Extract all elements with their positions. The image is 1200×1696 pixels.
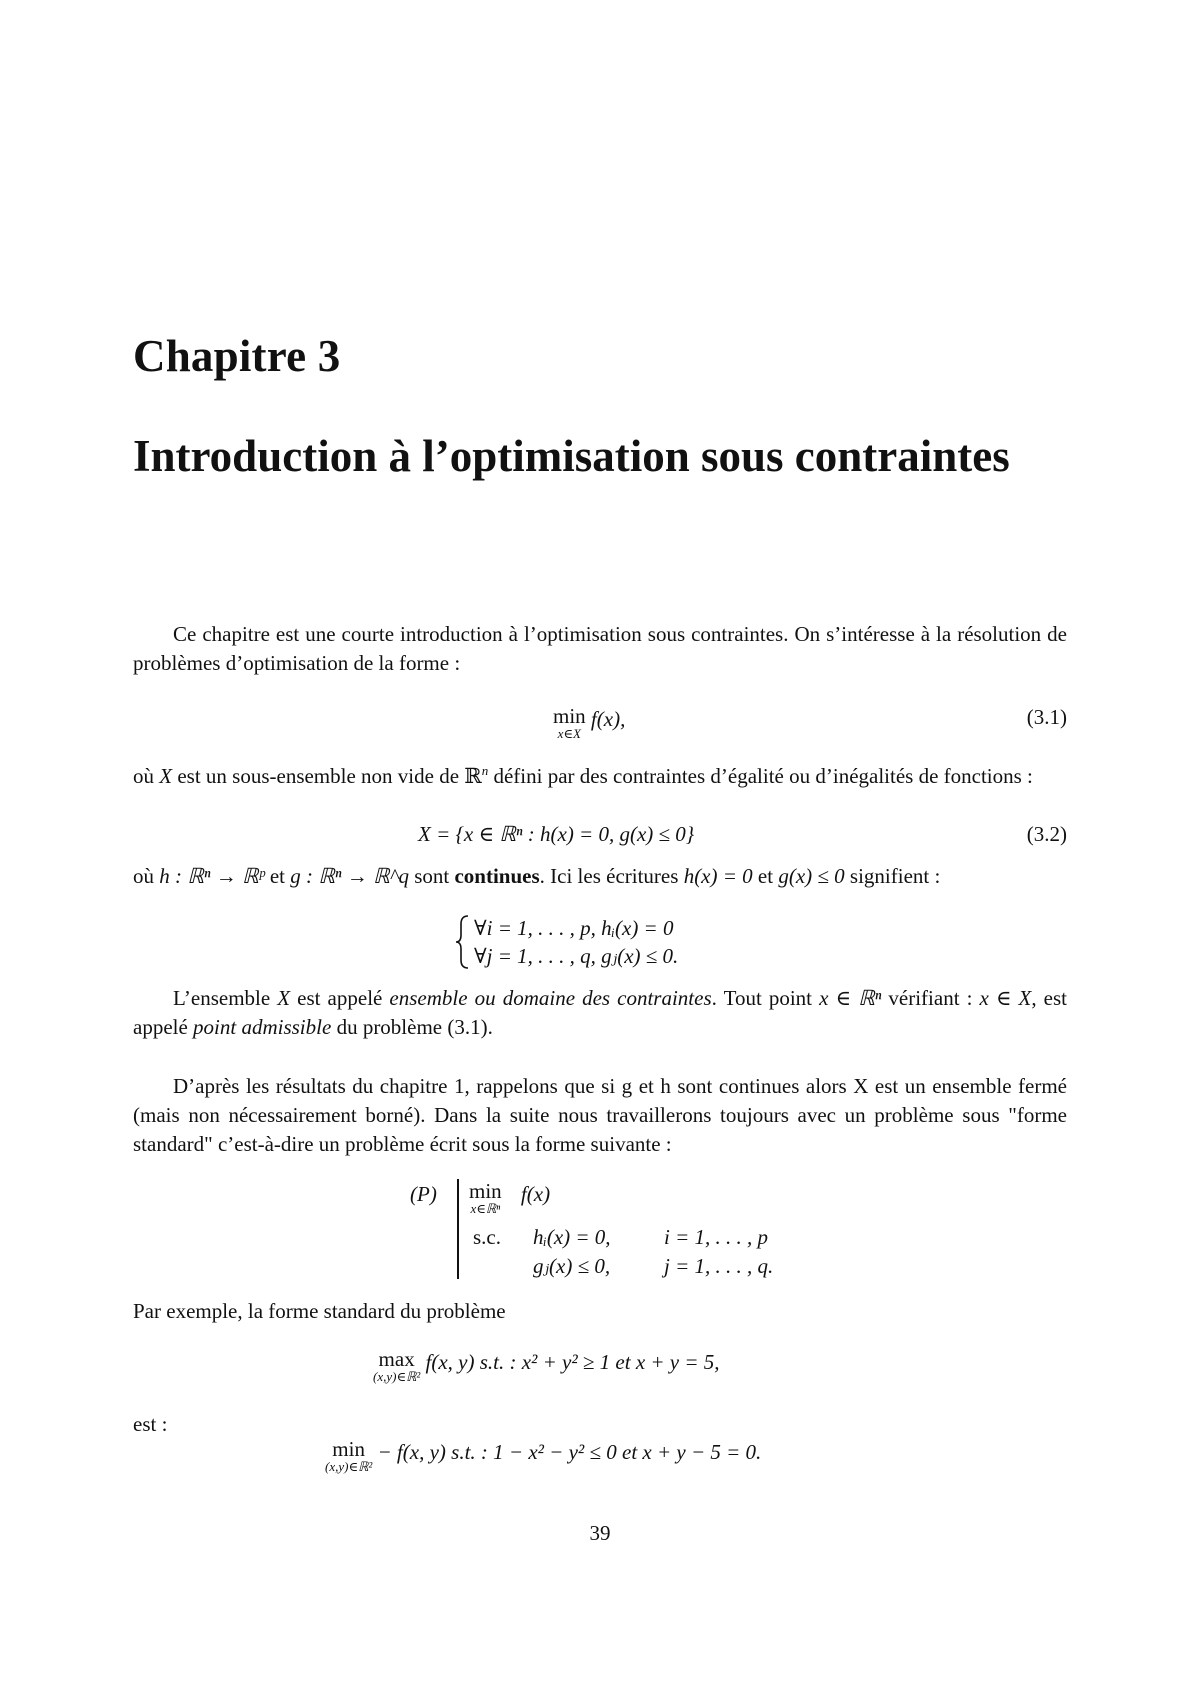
example-standard-equation: min (x,y)∈ℝ² − f(x, y) s.t. : 1 − x² − y² ≤ 0 et x + y − 5 = 0. <box>325 1437 762 1474</box>
std-sc-label: s.c. <box>473 1225 501 1249</box>
chapter-label: Chapitre 3 <box>133 331 341 381</box>
std-constraint-2: gⱼ(x) ≤ 0, <box>533 1254 611 1278</box>
std-objective: min x∈ℝⁿ f(x) <box>469 1179 551 1216</box>
chapter-title: Introduction à l’optimisation sous contraintes <box>133 431 1010 481</box>
std-constraint-1: hᵢ(x) = 0, <box>533 1225 611 1249</box>
std-constraint-1-range: i = 1, . . . , p <box>664 1225 769 1249</box>
equation-number-3-1: (3.1) <box>1026 705 1067 729</box>
domain-paragraph: où X est un sous-ensemble non vide de ℝ$^n$ défini par des contraintes d’égalité ou d’inégalités de fonctions : <box>133 763 1033 788</box>
equation-3-2: X = {x ∈ ℝⁿ : h(x) = 0, g(x) ≤ 0} <box>418 822 695 846</box>
page-number: 39 <box>589 1521 611 1545</box>
continuity-paragraph: où h : ℝⁿ → ℝᵖ et g : ℝⁿ → ℝ^q sont continues. Ici les écritures h(x) = 0 et g(x) ≤ 0 signifient : <box>133 864 941 888</box>
equation-3-1: min x∈X f(x), <box>553 704 626 741</box>
equation-number-3-2: (3.2) <box>1026 822 1067 846</box>
standard-form-paragraph: D’après les résultats du chapitre 1, rappelons que si g et h sont continues alors X est un ensemble fermé (mais non nécessairement borné). Dans la suite nous travaillerons toujours avec un problème sous "forme standard" c’est-à-dire un problème écrit sous la forme suivante : <box>133 1074 1067 1156</box>
example-intro: Par exemple, la forme standard du problème <box>133 1299 506 1323</box>
min-operator: min (x,y)∈ℝ² <box>325 1437 373 1474</box>
problem-label: (P) <box>410 1182 437 1206</box>
constraint-row-inequality: ∀j = 1, . . . , q, gⱼ(x) ≤ 0. <box>474 944 679 968</box>
min-operator: min x∈ℝⁿ <box>469 1179 502 1216</box>
feasible-set-paragraph: L’ensemble X est appelé ensemble ou domaine des contraintes. Tout point x ∈ ℝⁿ vérifiant : x ∈ X, est appelé point admissible du problème (3.1). <box>133 986 1067 1039</box>
constraint-row-equality: ∀i = 1, . . . , p, hᵢ(x) = 0 <box>474 916 674 940</box>
min-operator: min x∈X <box>553 704 586 741</box>
example-equation: max (x,y)∈ℝ² f(x, y) s.t. : x² + y² ≥ 1 et x + y = 5, <box>373 1347 720 1384</box>
std-constraint-2-range: j = 1, . . . , q. <box>664 1254 774 1278</box>
intro-paragraph: Ce chapitre est une courte introduction à l’optimisation sous contraintes. On s’intéresse à la résolution de problèmes d’optimisation de la forme : <box>133 622 1067 675</box>
problem-bar <box>457 1179 459 1279</box>
est-label: est : <box>133 1412 168 1436</box>
left-brace-icon <box>455 915 469 969</box>
max-operator: max (x,y)∈ℝ² <box>373 1347 421 1384</box>
